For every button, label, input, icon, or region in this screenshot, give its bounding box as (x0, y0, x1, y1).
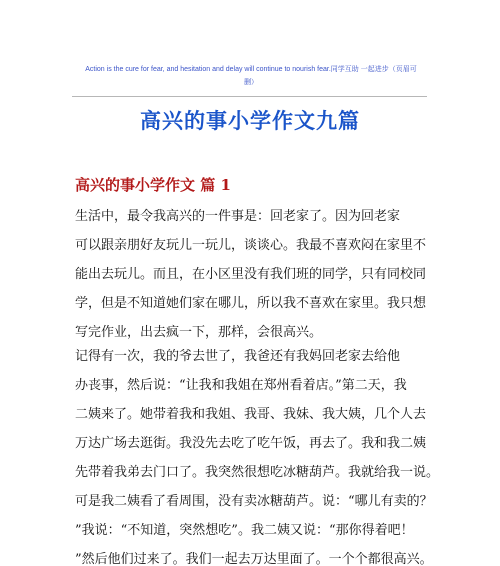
paragraph-2-line-4: 万达广场去逛街。我没先去吃了吃午饭，再去了。我和我二姨 (75, 436, 427, 451)
header-quote-line-1: Action is the cure for fear, and hesitation and delay will continue to nourish fear.同学互助 一起进步（页眉可 (85, 66, 417, 73)
paragraph-1-line-1: 生活中，最令我高兴的一件事是：回老家了。因为回老家 (75, 209, 401, 224)
paragraph-2-line-8: ”然后他们过来了。我们一起去万达里面了。一个个都很高兴。 (75, 552, 433, 566)
header-divider (72, 96, 427, 97)
paragraph-1-line-2: 可以跟亲朋好友玩儿一玩儿，谈谈心。我最不喜欢闷在家里不 (75, 238, 427, 253)
paragraph-2-line-3: 二姨来了。她带着我和我姐、我哥、我妹、我大姨，几个人去 (75, 407, 427, 422)
paragraph-2-line-7: ”我说：“不知道，突然想吃”。我二姨又说：“那你得着吧！ (75, 523, 414, 538)
paragraph-1 (75, 205, 427, 350)
paragraph-1-line-3: 能出去玩儿。而且，在小区里没有我们班的同学，只有同校同 (75, 267, 427, 282)
paragraph-1-line-4: 学，但是不知道她们家在哪儿，所以我不喜欢在家里。我只想 (75, 296, 427, 311)
page-header-note (72, 63, 430, 89)
paragraph-2-line-6: 可是我二姨看了看周围，没有卖冰糖葫芦。说：“哪儿有卖的？ (75, 494, 433, 509)
header-quote-line-2: 删） (244, 79, 258, 86)
paragraph-1-line-5: 写完作业，出去疯一下，那样，会很高兴。 (75, 325, 323, 340)
paragraph-2-line-1: 记得有一次，我的爷去世了，我爸还有我妈回老家去给他 (75, 349, 401, 364)
document-title: 高兴的事小学作文九篇 (140, 109, 360, 133)
paragraph-2-line-5: 先带着我弟去门口了。我突然很想吃冰糖葫芦。我就给我一说。 (75, 465, 440, 480)
paragraph-2 (75, 345, 440, 566)
paragraph-2-line-2: 办丧事，然后说：“让我和我姐在郑州看着店。”第二天，我 (75, 378, 407, 393)
section-heading: 高兴的事小学作文 篇 1 (75, 176, 231, 194)
